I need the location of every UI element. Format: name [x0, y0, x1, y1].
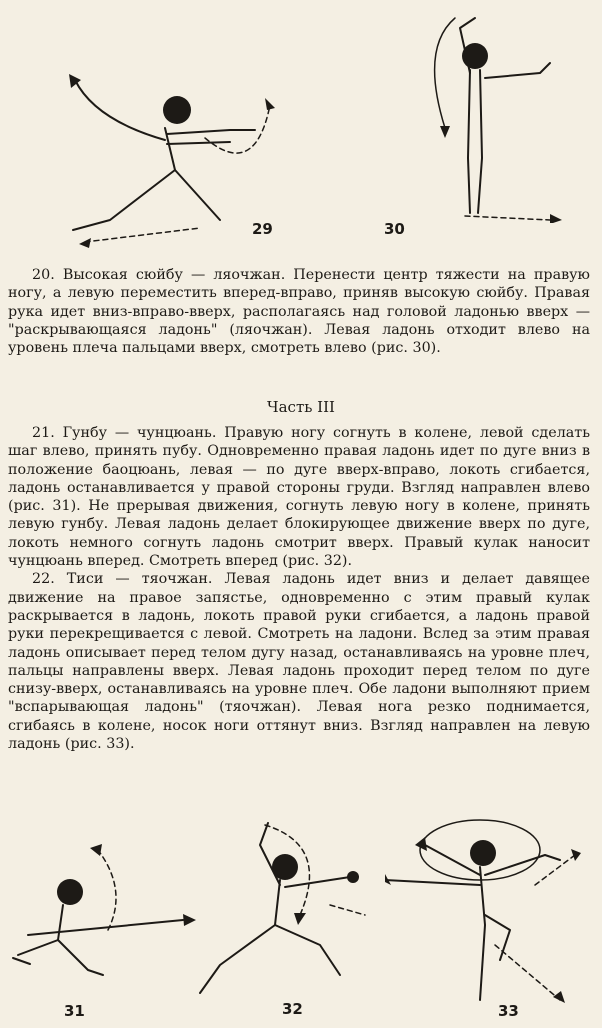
- figure-high-pose-icon: [400, 8, 570, 223]
- figure-32: [190, 815, 380, 1000]
- figure-30: [400, 8, 570, 223]
- figure-33: [385, 805, 595, 1010]
- figure-knee-raise-icon: [385, 805, 595, 1010]
- figure-bow-stance-punch-icon: [190, 815, 380, 1000]
- figure-number: 30: [384, 220, 405, 238]
- figure-crouch-strike-icon: [8, 840, 198, 990]
- section-heading: Часть III: [267, 398, 335, 416]
- figure-31: [8, 840, 198, 990]
- figure-number: 31: [64, 1002, 85, 1020]
- figure-number: 33: [498, 1002, 519, 1020]
- figure-29: [55, 70, 275, 250]
- paragraph-21: 21. Гунбу — чунцюань. Правую ногу согнуть в колене, левой сделать шаг влево, принять пубу. Одновременно правая ладонь идет по дуге вниз в положение баоцюань, левая — по дуге вверх-вправо, локоть сгибается, ладонь останавливается у правой стороны груди. Взгляд направлен влево (рис. 31). Не прерывая движения, согнуть левую ногу в колене, принять левую гунбу. Левая ладонь делает блокирующее движение вверх по дуге, локоть немного согнуть ладонь смотрит вверх. Правый кулак наносит чунцюань вперед. Смотреть вперед (рис. 32).: [8, 425, 590, 570]
- figure-number: 29: [252, 220, 273, 238]
- paragraph-22: 22. Тиси — тяочжан. Левая ладонь идет вниз и делает давящее движение на правое запястье, одновременно с этим правый кулак раскрывается в ладонь, локоть правой руки сгибается, а ладонь правой руки перекрещивается с левой. Смотреть на ладони. Вслед за этим правая ладонь описывает перед телом дугу назад, останавливаясь на уровне плеч, пальцы направлены вверх. Левая ладонь проходит перед телом по дуге снизу-вверх, останавливаясь на уровне плеч. Обе ладони выполняют прием "вспарывающая ладонь" (тяочжан). Левая нога резко поднимается, сгибаясь в колене, носок ноги оттянут вниз. Взгляд направлен на левую ладонь (рис. 33).: [8, 571, 590, 753]
- figure-number: 32: [282, 1000, 303, 1018]
- paragraph-20: 20. Высокая сюйбу — ляочжан. Перенести центр тяжести на правую ногу, а левую переместить вперед-вправо, приняв высокую сюйбу. Правая рука идет вниз-вправо-вверх, располагаясь над головой ладонью вверх — "раскрывающаяся ладонь" (ляочжан). Левая ладонь отходит влево на уровень плеча пальцами вверх, смотреть влево (рис. 30).: [8, 267, 590, 357]
- figure-low-stance-icon: [55, 70, 275, 250]
